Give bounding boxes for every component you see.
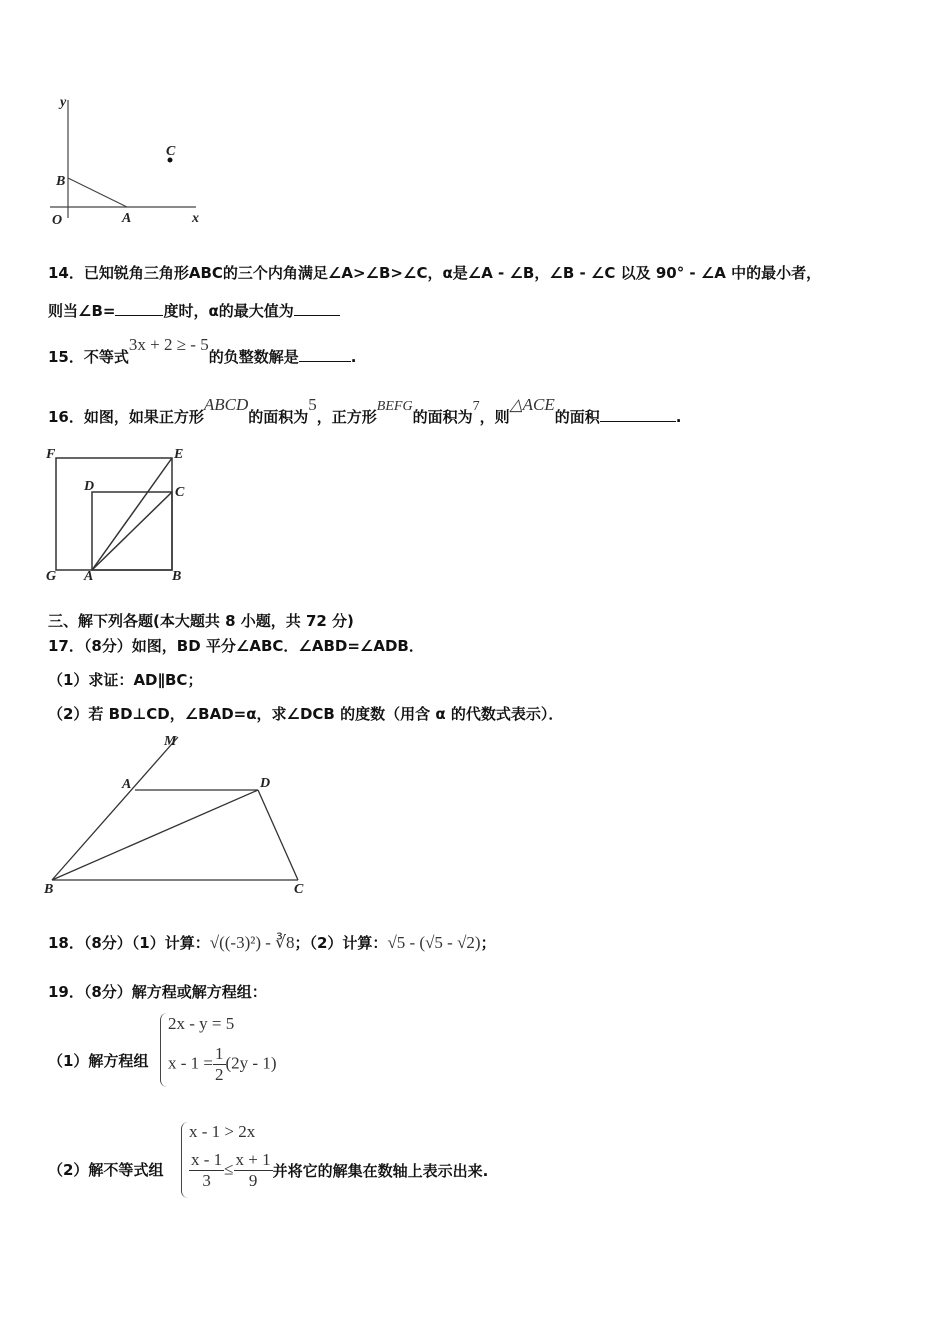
fraction-left	[189, 1150, 224, 1191]
q16-t1: 的面积为	[248, 408, 309, 426]
q14-text-b: 度时，α的最大值为	[163, 302, 294, 320]
equation-2	[168, 1044, 276, 1085]
label-c: C	[294, 882, 304, 897]
leq-sign: ≤	[224, 1159, 234, 1179]
q16-t5: 的面积	[554, 408, 600, 426]
q19-part1-label: （1）解方程组	[48, 1052, 149, 1070]
question-14-line2	[48, 300, 340, 321]
label-d: D	[84, 479, 95, 494]
label-b: B	[172, 569, 182, 584]
fraction-half	[213, 1044, 226, 1085]
question-17-part2: （2）若 BD⊥CD，∠BAD=α，求∠DCB 的度数（用含 α 的代数式表示）．	[48, 705, 564, 723]
answer-blank	[115, 301, 163, 316]
numerator: x - 1	[191, 1150, 223, 1169]
denominator: 3	[202, 1171, 211, 1190]
brace	[160, 1013, 167, 1087]
section-3-heading: 三、解下列各题(本大题共 8 小题，共 72 分)	[48, 612, 354, 630]
q16-ace: △ACE	[509, 395, 555, 414]
q16-v2: 7	[472, 399, 480, 414]
q19-part2-label: （2）解不等式组	[48, 1161, 164, 1179]
q16-t3: 的面积为	[412, 408, 473, 426]
question-18	[48, 932, 496, 953]
q14-text-a: 则当∠B=	[48, 302, 116, 320]
coordinate-figure	[0, 0, 220, 240]
q18-mid: ；（2）计算：	[294, 934, 388, 952]
question-19-stem: 19．（8分）解方程或解方程组：	[48, 983, 267, 1001]
q16-end: .	[675, 408, 682, 426]
label-d: D	[260, 776, 271, 791]
squares-figure	[0, 440, 220, 590]
label-c: C	[175, 485, 185, 500]
label-g: G	[46, 569, 57, 584]
label-o: O	[52, 213, 63, 228]
question-15	[48, 335, 357, 367]
question-16	[48, 395, 682, 427]
q18-expr2: √5 - (√5 - √2)	[387, 933, 481, 952]
label-f: F	[46, 447, 56, 462]
denominator: 9	[248, 1171, 258, 1190]
q16-v1: 5	[308, 395, 317, 414]
q16-t4: ，则	[479, 408, 510, 426]
q15-prefix: 15．不等式	[48, 348, 129, 366]
label-x: x	[192, 211, 199, 226]
label-m: M	[164, 734, 177, 749]
q16-prefix: 16．如图，如果正方形	[48, 408, 204, 426]
q18-end: ；	[480, 934, 496, 952]
label-a: A	[122, 211, 132, 226]
q18-stem: 18．（8分）（1）计算：	[48, 934, 210, 952]
equation-1: 2x - y = 5	[168, 1014, 235, 1033]
answer-blank	[294, 301, 340, 316]
numerator: x + 1	[235, 1150, 271, 1169]
q15-end: .	[350, 348, 357, 366]
q16-befg: BEFG	[376, 399, 413, 414]
brace	[181, 1122, 188, 1198]
q16-t2: ，正方形	[316, 408, 377, 426]
denominator: 2	[215, 1065, 224, 1084]
numerator: 1	[215, 1044, 224, 1063]
q16-abcd: ABCD	[203, 395, 249, 414]
question-17-stem: 17．（8分）如图，BD 平分∠ABC．∠ABD=∠ADB．	[48, 637, 424, 655]
label-y: y	[60, 95, 67, 110]
q18-expr1: √((-3)²) - ∛8	[209, 933, 295, 952]
question-14-line1: 14．已知锐角三角形ABC的三个内角满足∠A>∠B>∠C，α是∠A - ∠B，∠B - ∠C 以及 90° - ∠A 中的最小者，	[48, 264, 822, 282]
eq2-right: (2y - 1)	[225, 1053, 277, 1073]
eq2-left: x - 1 =	[168, 1053, 213, 1073]
trapezoid-figure	[0, 725, 330, 900]
label-a: A	[122, 777, 132, 792]
label-a: A	[84, 569, 94, 584]
q15-suffix: 的负整数解是	[208, 348, 299, 366]
fraction-right	[234, 1150, 273, 1191]
inequality-1: x - 1 > 2x	[189, 1122, 256, 1141]
inequality-2	[189, 1150, 488, 1191]
answer-blank	[600, 407, 676, 422]
label-e: E	[174, 447, 184, 462]
q19-part2-suffix: 并将它的解集在数轴上表示出来.	[272, 1162, 489, 1180]
answer-blank	[299, 347, 351, 362]
label-b: B	[44, 882, 54, 897]
q15-math: 3x + 2 ≥ - 5	[128, 335, 209, 354]
label-b: B	[56, 174, 66, 189]
label-c: C	[166, 144, 176, 159]
question-17-part1: （1）求证：AD∥BC；	[48, 671, 203, 689]
